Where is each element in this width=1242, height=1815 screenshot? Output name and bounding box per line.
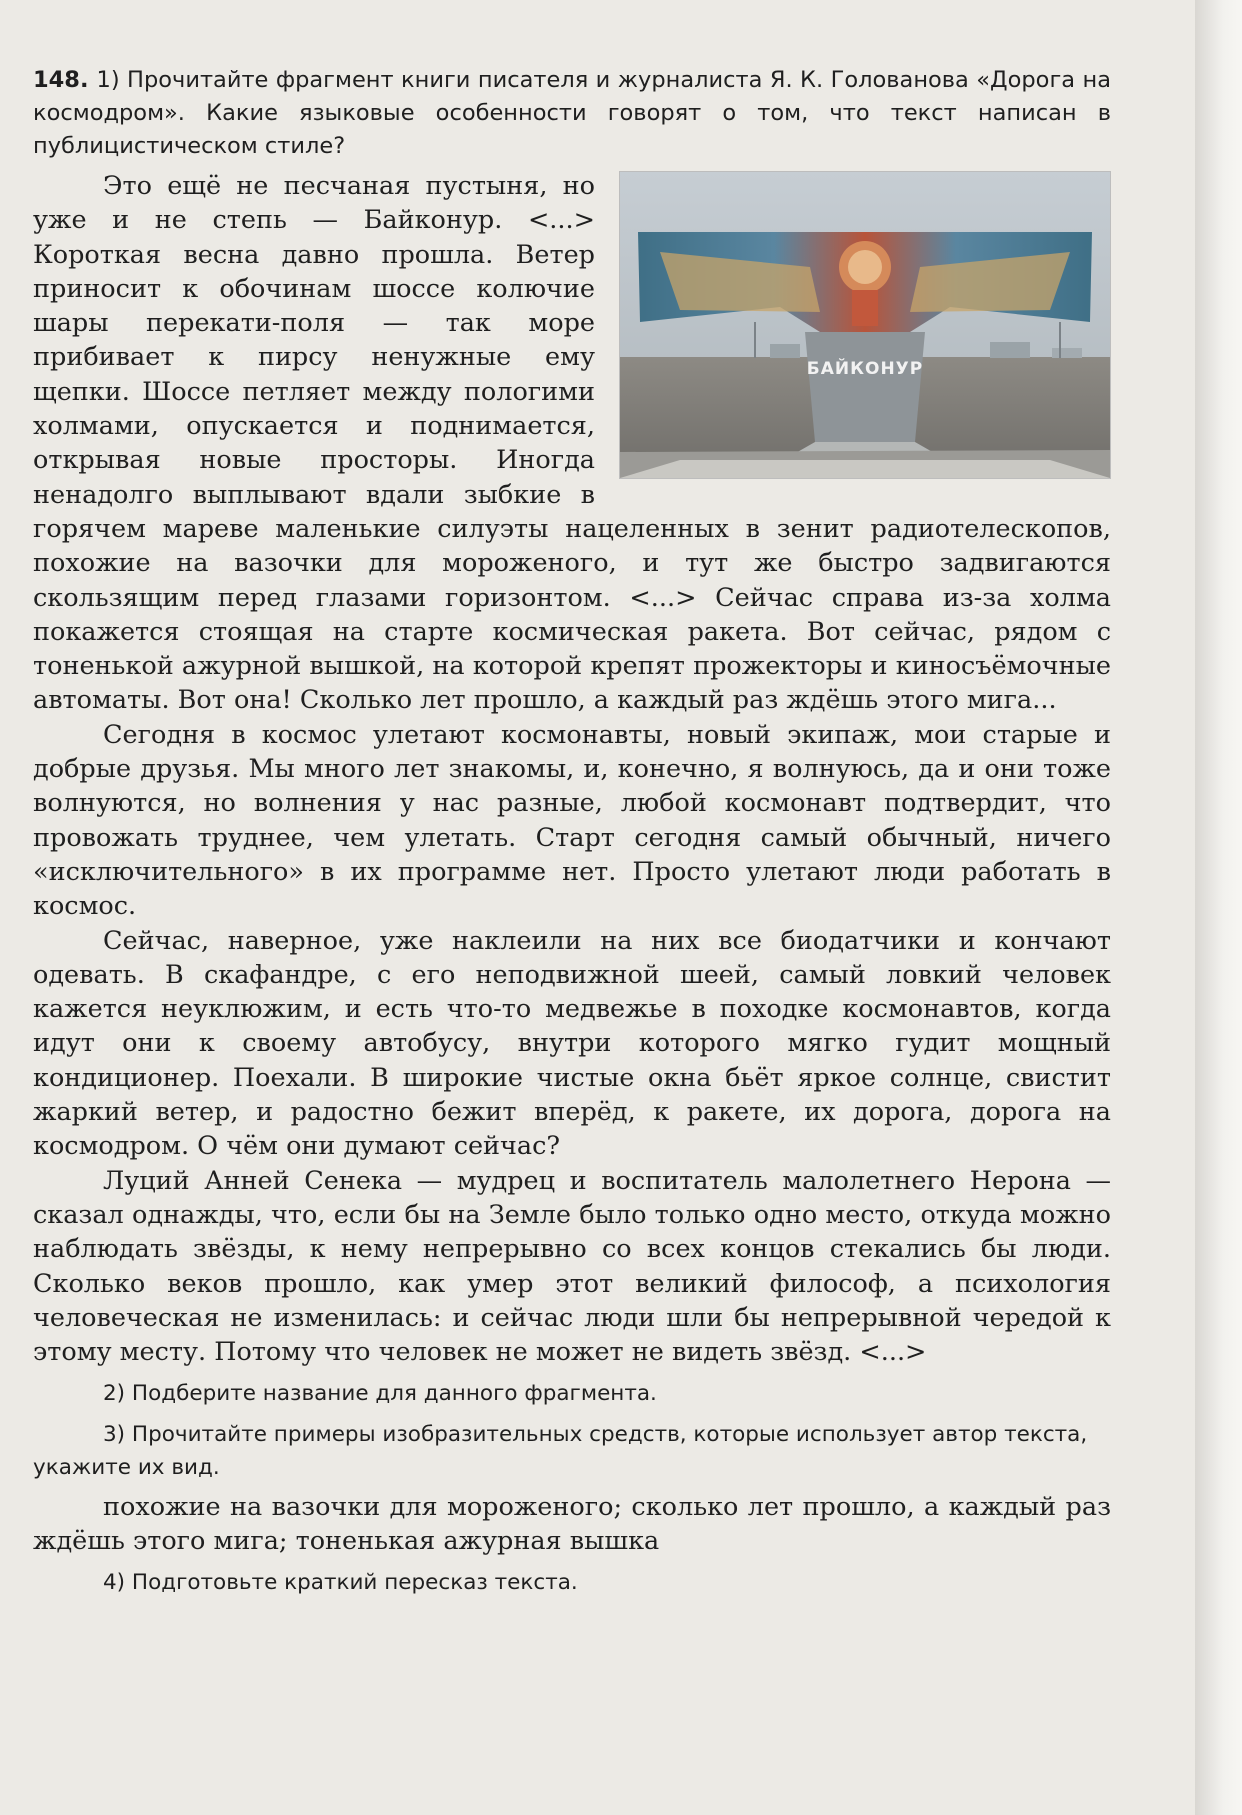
reading-text [33, 169, 1111, 1369]
monument-sign-text: БАЙКОНУР [806, 359, 924, 379]
paragraph-1: Это ещё не песчаная пустыня, но уже и не степь — Байконур. <...> Короткая весна давно прошла. Ветер приносит к обочинам шоссе колючие шары перекати-поля — так море прибивает к пирсу ненужные ему щепки. Шоссе петляет между пологими холмами, опускается и поднимается, открывая новые просторы. Иногда ненадолго выплывают вдали зыбкие в горячем мареве маленькие силуэты нацеленных в зенит радиотелескопов, похожие на вазочки для мороженого, и тут же быстро задвигаются скользящим перед глазами горизонтом. <...> Сейчас справа из-за холма покажется стоящая на старте космическая ракета. Вот сейчас, рядом с тоненькой ажурной вышкой, на которой крепят прожекторы и киносъёмочные автоматы. Вот она! Сколько лет прошло, а каждый раз ждёшь этого мига... [33, 171, 1111, 716]
photo-illustration [620, 172, 1110, 478]
paragraph-2: Сегодня в космос улетают космонавты, новый экипаж, мои старые и добрые друзья. Мы много лет знакомы, и, конечно, я волнуюсь, да и они тоже волнуются, но волнения у нас разные, любой космонавт подтвердит, что провожать труднее, чем улетать. Старт сегодня самый обычный, ничего «исключительного» в их программе нет. Просто улетают люди работать в космос. [33, 719, 1111, 922]
task-heading [33, 64, 1111, 163]
baikonur-monument-photo [619, 171, 1111, 479]
question-4: 4) Подготовьте краткий пересказ текста. [103, 1570, 578, 1596]
page-content [33, 64, 1111, 1605]
figurative-examples: похожие на вазочки для мороженого; сколько лет прошло, а каждый раз ждёшь этого мига; тоненькая ажурная вышка [33, 1492, 1111, 1557]
question-3: 3) Прочитайте примеры изобразительных средств, которые использует автор текста, укажите их вид. [33, 1422, 1088, 1481]
task-number: 148. [33, 67, 89, 93]
question-2: 2) Подберите название для данного фрагмента. [103, 1381, 657, 1407]
paragraph-3: Сейчас, наверное, уже наклеили на них все биодатчики и кончают одевать. В скафандре, с его неподвижной шеей, самый ловкий человек кажется неуклюжим, и есть что-то медвежье в походке космонавтов, когда идут они к своему автобусу, внутри которого мягко гудит мощный кондиционер. Поехали. В широкие чистые окна бьёт яркое солнце, свистит жаркий ветер, и радостно бежит вперёд, к ракете, их дорога, дорога на космодром. О чём они думают сейчас? [33, 925, 1111, 1162]
book-gutter [1195, 0, 1242, 1815]
paragraph-4: Луций Анней Сенека — мудрец и воспитатель малолетнего Нерона — сказал однажды, что, если бы на Земле было только одно место, откуда можно наблюдать звёзды, к нему непрерывно со всех концов стекались бы люди. Сколько веков прошло, как умер этот великий философ, а психология человеческая не изменилась: и сейчас люди шли бы непрерывной чередой к этому месту. Потому что человек не может не видеть звёзд. <...> [33, 1165, 1111, 1368]
question-1: 1) Прочитайте фрагмент книги писателя и журналиста Я. К. Голованова «Дорога на космодром». Какие языковые особенности говорят о том, что текст написан в публицистическом стиле? [33, 67, 1111, 159]
